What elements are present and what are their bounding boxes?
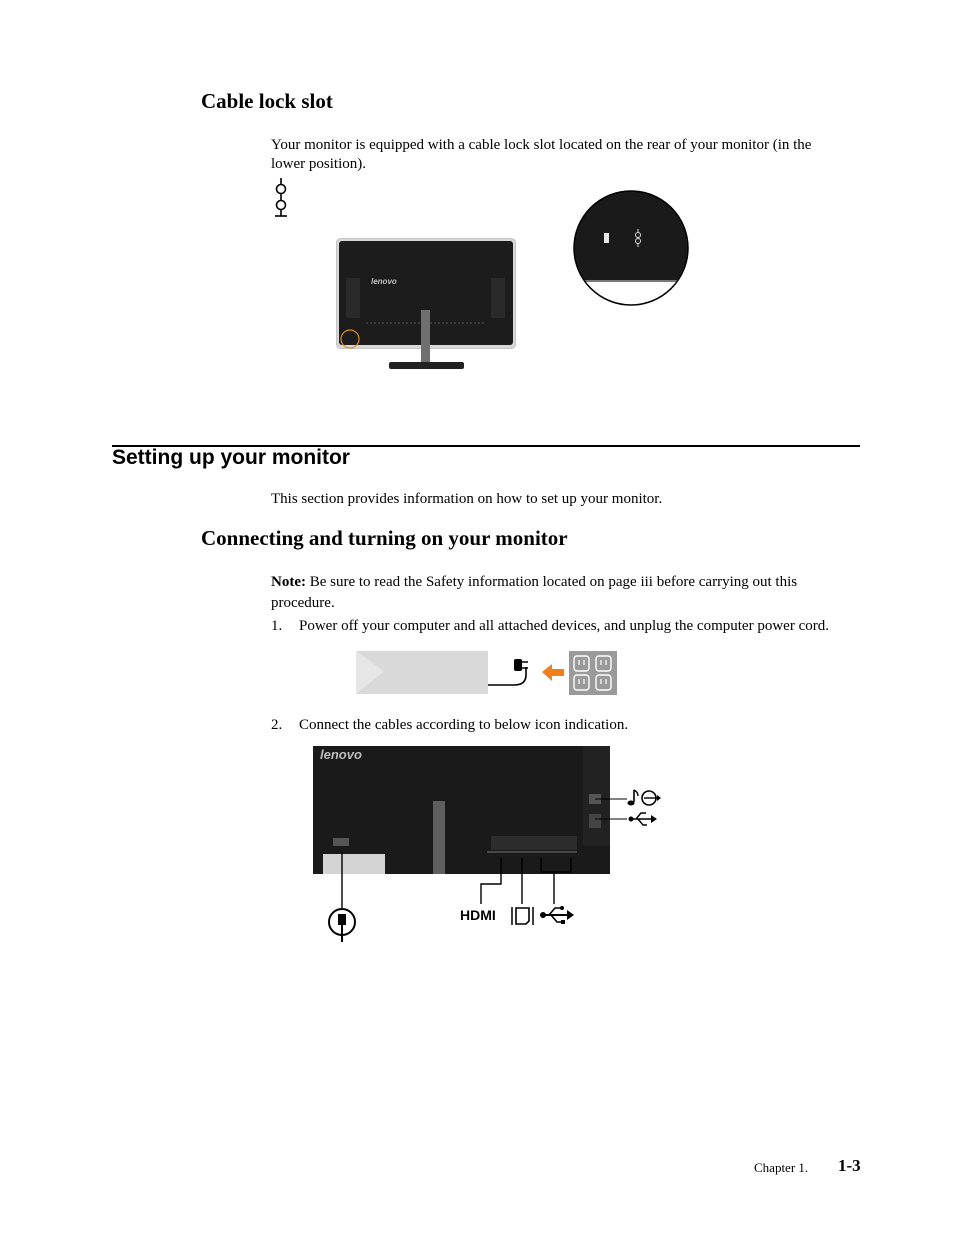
section-heading-cable-lock: Cable lock slot: [201, 89, 333, 113]
cable-lock-icon: [273, 178, 289, 218]
setup-intro: This section provides information on how to set up your monitor.: [271, 491, 663, 507]
connectors-logo: lenovo: [320, 747, 362, 762]
safety-note: [271, 572, 846, 614]
page-number: 1-3: [838, 1156, 861, 1175]
hdmi-icon: HDMI: [460, 907, 496, 923]
audio-out-icon: [626, 788, 662, 808]
monitor-logo: lenovo: [371, 277, 397, 286]
section-heading-setup: Setting up your monitor: [112, 446, 350, 469]
note-text: Be sure to read the Safety information located on page iii before carrying out this procedure.: [271, 574, 798, 611]
step-2-number: 2.: [271, 717, 283, 733]
displayport-icon: [510, 905, 536, 927]
usb-side-icon: [628, 810, 658, 828]
note-label: Note:: [271, 574, 306, 590]
cable-lock-zoom-figure: [572, 189, 690, 307]
step-2-text: Connect the cables according to below icon indication.: [299, 717, 629, 733]
step-1-text: Power off your computer and all attached devices, and unplug the computer power cord.: [299, 618, 829, 634]
usb-icon: [539, 904, 575, 926]
footer-chapter: Chapter 1.: [754, 1160, 809, 1175]
step-1-number: 1.: [271, 618, 283, 634]
section-heading-connecting: Connecting and turning on your monitor: [201, 526, 568, 550]
cable-lock-paragraph: Your monitor is equipped with a cable lock slot located on the rear of your monitor (in the lower position).: [271, 137, 812, 172]
unplug-power-figure: [354, 649, 620, 697]
monitor-rear-figure: [336, 238, 517, 372]
